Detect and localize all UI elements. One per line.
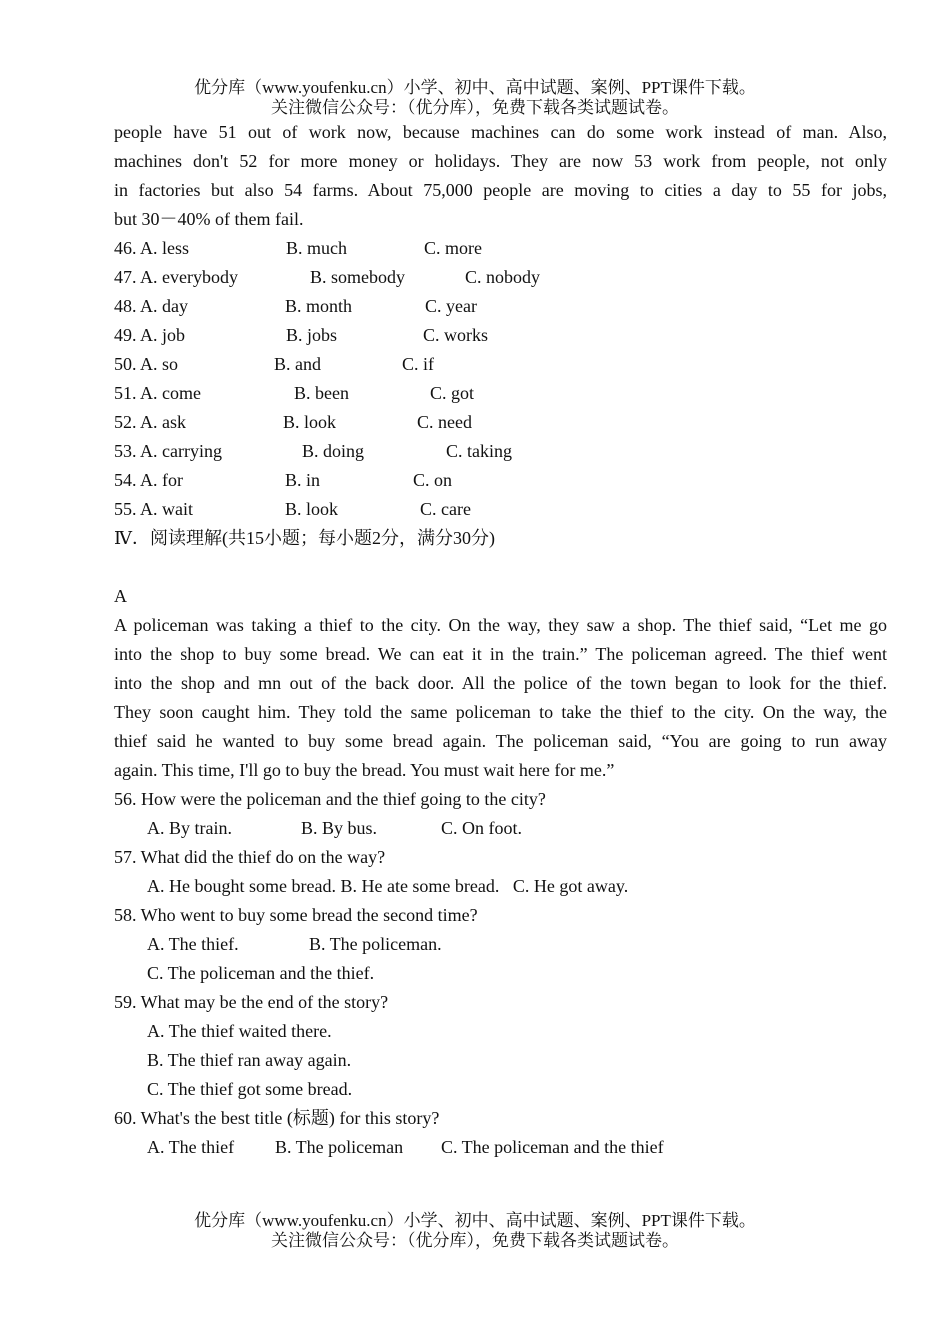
option-c: C. got <box>430 383 475 403</box>
question-57: 57. What did the thief do on the way? <box>114 847 386 867</box>
question-59: 59. What may be the end of the story? <box>114 992 389 1012</box>
option-b: B. By bus. <box>301 818 378 838</box>
option-a: 47. A. everybody <box>114 267 238 287</box>
header-line-2: 关注微信公众号：（优分库），免费下载各类试题试卷。 <box>271 98 679 117</box>
option-c: C. The policeman and the thief <box>441 1137 664 1157</box>
passage-label: A <box>114 586 127 606</box>
page-footer <box>0 1211 950 1251</box>
option-a: 51. A. come <box>114 383 201 403</box>
question-58-options <box>114 930 887 959</box>
option-b: B. look <box>285 499 339 519</box>
question-56: 56. How were the policeman and the thief going to the city? <box>114 789 546 809</box>
option-c: C. taking <box>446 441 512 461</box>
question-57-options: A. He bought some bread. B. He ate some bread. C. He got away. <box>147 876 629 896</box>
passage-line: They soon caught him. They told the same policeman to take the thief to the city. On the way, the <box>114 702 887 722</box>
option-row-49 <box>114 321 887 350</box>
cloze-text-line: in factories but also 54 farms. About 75,000 people are moving to cities a day to 55 for jobs, <box>114 180 887 200</box>
option-c: C. works <box>423 325 489 345</box>
footer-line-1: 优分库（www.youfenku.cn）小学、初中、高中试题、案例、PPT课件下载。 <box>194 1211 756 1230</box>
option-row-47 <box>114 263 887 292</box>
cloze-text-line: people have 51 out of work now, because machines can do some work instead of man. Also, <box>114 122 887 142</box>
option-c: C. The thief got some bread. <box>147 1079 353 1099</box>
cloze-text-line: but 30－40% of them fail. <box>114 209 304 229</box>
option-a: 50. A. so <box>114 354 179 374</box>
option-a: 48. A. day <box>114 296 188 316</box>
option-b: B. The policeman <box>275 1137 404 1157</box>
passage-line: into the shop and mn out of the back door. All the police of the town began to look for the thief. <box>114 673 887 693</box>
option-row-50 <box>114 350 887 379</box>
option-b: B. somebody <box>310 267 406 287</box>
option-c: C. need <box>417 412 472 432</box>
option-b: B. doing <box>302 441 365 461</box>
option-a: A. By train. <box>147 818 232 838</box>
option-a: A. The thief. <box>147 934 239 954</box>
cloze-text-line: machines don't 52 for more money or holidays. They are now 53 work from people, not only <box>114 151 887 171</box>
option-row-51 <box>114 379 887 408</box>
option-b: B. and <box>274 354 321 374</box>
option-a: A. The thief waited there. <box>147 1021 332 1041</box>
option-row-53 <box>114 437 887 466</box>
option-c: C. year <box>425 296 477 316</box>
option-row-54 <box>114 466 887 495</box>
option-a: 54. A. for <box>114 470 183 490</box>
option-row-48 <box>114 292 887 321</box>
option-b: B. month <box>285 296 353 316</box>
option-b: B. much <box>286 238 347 258</box>
question-56-options <box>114 814 887 843</box>
option-b: B. The policeman. <box>309 934 442 954</box>
option-row-55 <box>114 495 887 524</box>
question-58: 58. Who went to buy some bread the second time? <box>114 905 478 925</box>
passage-line: thief said he wanted to buy some bread again. The policeman said, “You are going to run away <box>114 731 887 751</box>
option-row-46 <box>114 234 887 263</box>
option-b: B. been <box>294 383 349 403</box>
passage-line: into the shop to buy some bread. We can eat it in the train.” The policeman agreed. The thief went <box>114 644 887 664</box>
footer-line-2: 关注微信公众号：（优分库），免费下载各类试题试卷。 <box>271 1231 679 1250</box>
option-c: C. nobody <box>465 267 541 287</box>
page-header <box>0 78 950 118</box>
option-a: 53. A. carrying <box>114 441 222 461</box>
option-b: B. jobs <box>286 325 338 345</box>
option-c: C. care <box>420 499 471 519</box>
option-a: 52. A. ask <box>114 412 186 432</box>
option-row-52 <box>114 408 887 437</box>
option-c: C. The policeman and the thief. <box>147 963 375 983</box>
document-body <box>114 118 887 1162</box>
question-60-options <box>114 1133 887 1162</box>
passage-line: again. This time, I'll go to buy the bread. You must wait here for me.” <box>114 760 615 780</box>
option-c: C. if <box>402 354 435 374</box>
option-a: 49. A. job <box>114 325 186 345</box>
option-b: B. The thief ran away again. <box>147 1050 352 1070</box>
passage-line: A policeman was taking a thief to the city. On the way, they saw a shop. The thief said, “Let me go <box>114 615 887 635</box>
question-60: 60. What's the best title (标题) for this story? <box>114 1108 440 1128</box>
option-b: B. in <box>285 470 321 490</box>
option-a: 55. A. wait <box>114 499 193 519</box>
header-line-1: 优分库（www.youfenku.cn）小学、初中、高中试题、案例、PPT课件下载。 <box>194 78 756 97</box>
option-b: B. look <box>283 412 337 432</box>
option-a: A. The thief <box>147 1137 235 1157</box>
option-c: C. on <box>413 470 453 490</box>
option-c: C. more <box>424 238 482 258</box>
section-heading: Ⅳ．阅读理解(共15小题；每小题2分，满分30分) <box>114 528 495 548</box>
option-a: 46. A. less <box>114 238 190 258</box>
spacer <box>114 553 887 582</box>
option-c: C. On foot. <box>441 818 522 838</box>
